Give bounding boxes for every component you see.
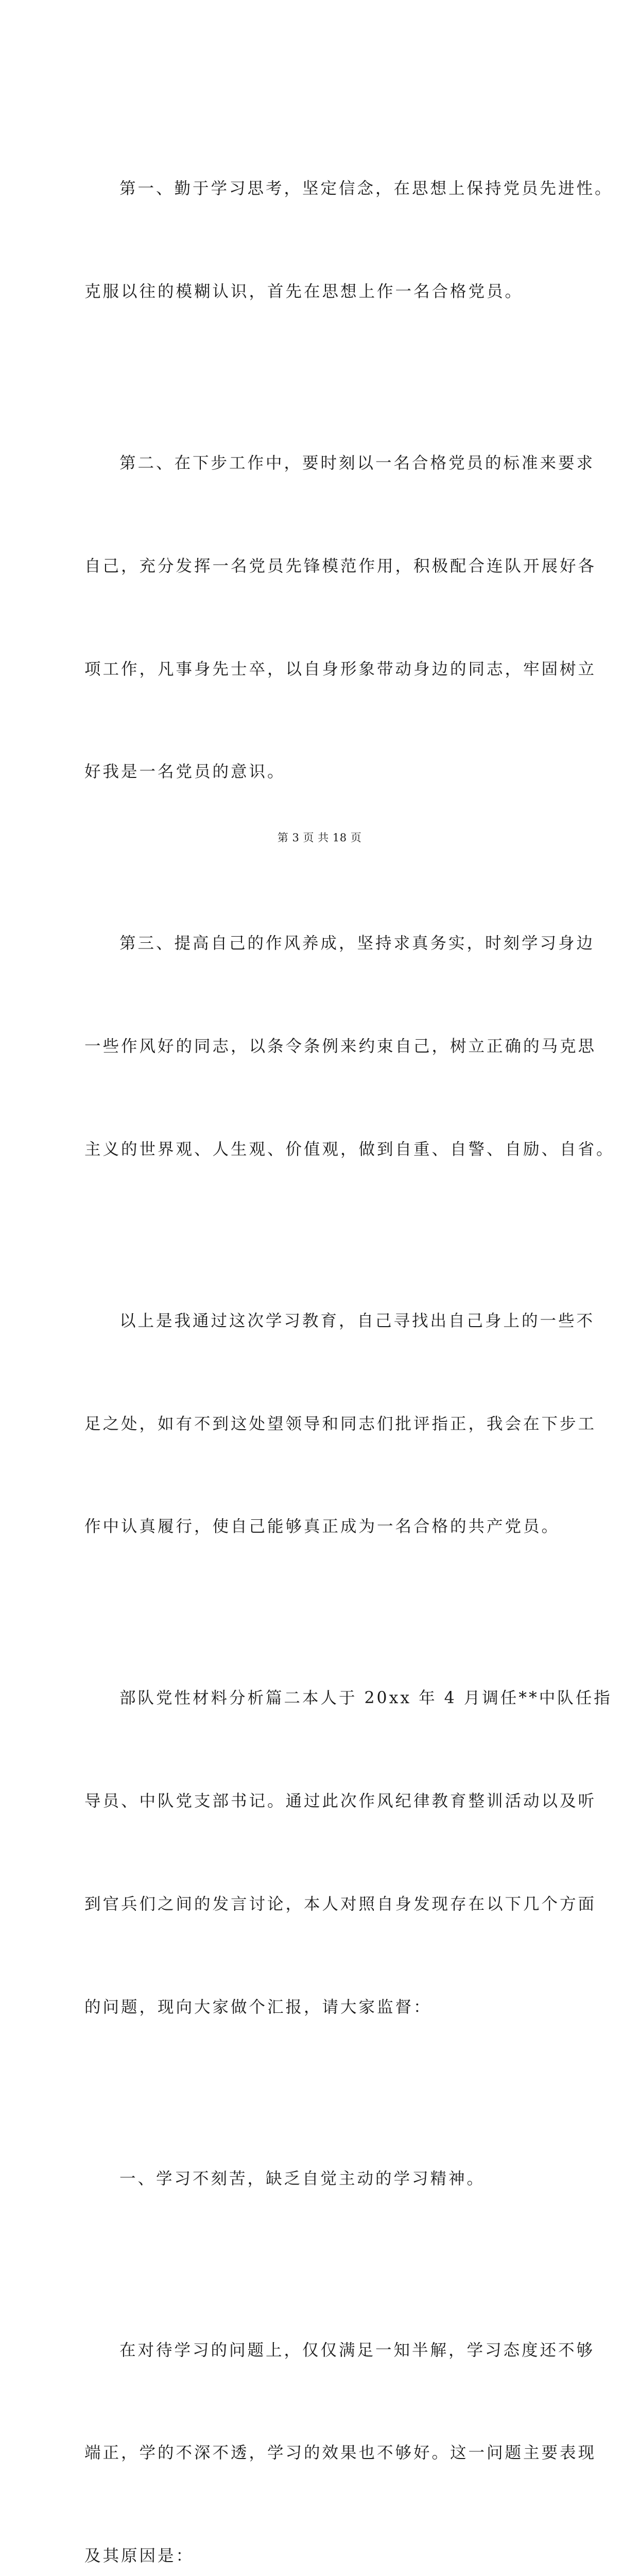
paragraph-line: 主义的世界观、人生观、价值观，做到自重、自警、自励、自省。 — [84, 1140, 615, 1159]
paragraph-line: 项工作，凡事身先士卒，以自身形象带动身边的同志，牢固树立 — [84, 659, 597, 679]
paragraph-line: 足之处，如有不到这处望领导和同志们批评指正，我会在下步工 — [84, 1414, 597, 1433]
paragraph-line: 以上是我通过这次学习教育，自己寻找出自己身上的一些不 — [119, 1311, 595, 1330]
paragraph-3 — [84, 858, 615, 1235]
paragraph-line: 端正，学的不深不透，学习的效果也不够好。这一问题主要表现 — [84, 2444, 597, 2463]
paragraph-line: 第二、在下步工作中，要时刻以一名合格党员的标准来要求 — [119, 453, 595, 472]
paragraph-5 — [84, 1613, 612, 2093]
paragraph-line: 作中认真履行，使自己能够真正成为一名合格的共产党员。 — [84, 1517, 560, 1536]
paragraph-line: 自己，充分发挥一名党员先锋模范作用，积极配合连队开展好各 — [84, 556, 597, 575]
paragraph-line: 一些作风好的同志，以条令条例来约束自己，树立正确的马克思 — [84, 1037, 597, 1056]
paragraph-line: 第三、提高自己的作风养成，坚持求真务实，时刻学习身边 — [119, 934, 595, 953]
paragraph-1 — [84, 103, 613, 378]
paragraph-4 — [84, 1235, 597, 1613]
paragraph-line: 第一、勤于学习思考，坚定信念，在思想上保持党员先进性。 — [119, 179, 613, 198]
paragraph-line: 在对待学习的问题上，仅仅满足一知半解，学习态度还不够 — [119, 2341, 595, 2360]
paragraph-line: 克服以往的模糊认识，首先在思想上作一名合格党员。 — [84, 282, 524, 301]
paragraph-6 — [84, 2093, 558, 2264]
paragraph-2 — [84, 378, 597, 858]
paragraph-line: 导员、中队党支部书记。通过此次作风纪律教育整训活动以及听 — [84, 1792, 597, 1811]
paragraph-line: 及其原因是： — [84, 2547, 195, 2566]
paragraph-line: 的问题，现向大家做个汇报，请大家监督： — [84, 1997, 432, 2016]
page-number-footer: 第 3 页 共 18 页 — [277, 832, 362, 844]
paragraph-line: 好我是一名党员的意识。 — [84, 762, 286, 782]
paragraph-7 — [84, 2264, 597, 2576]
paragraph-line: 部队党性材料分析篇二本人于 20xx 年 4 月调任**中队任指 — [119, 1689, 612, 1708]
document-body — [84, 103, 615, 2576]
paragraph-line: 到官兵们之间的发言讨论，本人对照自身发现存在以下几个方面 — [84, 1894, 597, 1913]
paragraph-line: 一、学习不刻苦，缺乏自觉主动的学习精神。 — [119, 2169, 486, 2188]
